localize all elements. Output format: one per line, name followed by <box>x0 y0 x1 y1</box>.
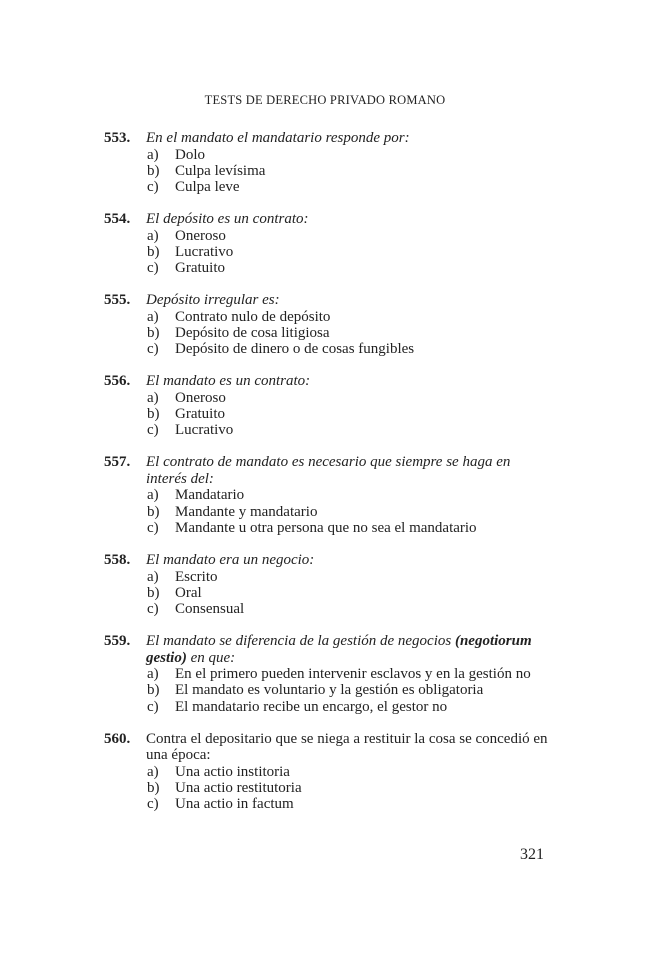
option-letter: a) <box>147 389 159 406</box>
option-letter: a) <box>147 666 159 683</box>
option <box>147 569 549 585</box>
option-text: Consensual <box>175 600 245 617</box>
option <box>147 780 549 796</box>
option-letter: b) <box>147 406 160 423</box>
option-list <box>147 764 549 813</box>
question-stem: El mandato era un negocio: <box>146 552 315 569</box>
option <box>147 406 549 422</box>
option <box>147 244 549 260</box>
stem-text-end: en que: <box>186 649 236 666</box>
question-stem: En el mandato el mandatario responde por: <box>146 130 410 146</box>
option-text: Una actio institoria <box>175 763 290 780</box>
option-letter: c) <box>147 178 159 195</box>
option-text: Mandante y mandatario <box>175 503 318 520</box>
option-letter: a) <box>147 487 159 504</box>
option-letter: c) <box>147 519 159 536</box>
option <box>147 796 549 812</box>
option-text: Una actio in factum <box>175 796 294 813</box>
stem-text: El mandato se diferencia de la gestión de negocios <box>146 633 455 650</box>
question-554 <box>104 211 549 276</box>
option-text: Oral <box>175 584 202 601</box>
option <box>147 682 549 698</box>
option <box>147 390 549 406</box>
option <box>147 422 549 438</box>
option-text: Dolo <box>175 146 205 163</box>
option <box>147 325 549 341</box>
option-letter: b) <box>147 682 160 699</box>
question-stem: El contrato de mandato es necesario que siempre se haga en interés del: <box>146 454 511 487</box>
option-list <box>147 569 549 618</box>
option <box>147 585 549 601</box>
option <box>147 228 549 244</box>
question-number: 560. <box>104 730 131 747</box>
option-letter: a) <box>147 763 159 780</box>
option-text: En el primero pueden intervenir esclavos y en la gestión no <box>175 666 531 683</box>
option-text: Mandante u otra persona que no sea el mandatario <box>175 519 477 536</box>
option-text: Escrito <box>175 568 218 585</box>
option-list <box>147 309 549 358</box>
option-letter: a) <box>147 227 159 244</box>
option <box>147 147 549 163</box>
question-stem: Depósito irregular es: <box>146 292 280 309</box>
option-text: Oneroso <box>175 227 226 244</box>
option-letter: c) <box>147 422 159 439</box>
option <box>147 309 549 325</box>
question-number: 554. <box>104 211 131 228</box>
question-556 <box>104 373 549 438</box>
question-number: 556. <box>104 373 131 390</box>
question-555 <box>104 292 549 357</box>
option-text: Gratuito <box>175 260 225 277</box>
option <box>147 504 549 520</box>
question-number: 555. <box>104 292 131 309</box>
option-letter: c) <box>147 341 159 358</box>
option-letter: c) <box>147 698 159 715</box>
option-text: Oneroso <box>175 389 226 406</box>
option-letter: a) <box>147 308 159 325</box>
question-557 <box>104 454 549 536</box>
option-text: El mandato es voluntario y la gestión es obligatoria <box>175 682 484 699</box>
option <box>147 487 549 503</box>
question-stem: El mandato es un contrato: <box>146 373 311 390</box>
option <box>147 260 549 276</box>
option-letter: c) <box>147 260 159 277</box>
option <box>147 601 549 617</box>
option-letter: b) <box>147 324 160 341</box>
option-text: Culpa leve <box>175 178 240 195</box>
option-text: Depósito de cosa litigiosa <box>175 324 330 341</box>
option-letter: b) <box>147 243 160 260</box>
option-text: Lucrativo <box>175 422 234 439</box>
option <box>147 163 549 179</box>
question-stem: El depósito es un contrato: <box>146 211 309 228</box>
page-number: 321 <box>520 846 544 863</box>
option-text: Lucrativo <box>175 243 234 260</box>
question-list <box>104 130 549 828</box>
question-number: 559. <box>104 633 131 650</box>
option-list <box>147 147 549 196</box>
option-text: Depósito de dinero o de cosas fungibles <box>175 341 415 358</box>
running-header: TESTS DE DERECHO PRIVADO ROMANO <box>204 93 446 107</box>
question-number: 553. <box>104 130 131 146</box>
question-558 <box>104 552 549 617</box>
question-553 <box>104 130 549 195</box>
option-list <box>147 487 549 536</box>
option-text: Contrato nulo de depósito <box>175 308 331 325</box>
question-number: 558. <box>104 552 131 569</box>
option-letter: b) <box>147 584 160 601</box>
question-number: 557. <box>104 454 131 471</box>
option <box>147 341 549 357</box>
question-559 <box>104 633 549 715</box>
option <box>147 699 549 715</box>
option <box>147 666 549 682</box>
question-stem <box>146 633 549 666</box>
option <box>147 764 549 780</box>
option-list <box>147 390 549 439</box>
option-text: El mandatario recibe un encargo, el gestor no <box>175 698 448 715</box>
option-letter: a) <box>147 568 159 585</box>
option <box>147 179 549 195</box>
option-text: Una actio restitutoria <box>175 779 302 796</box>
option-letter: c) <box>147 600 159 617</box>
option-list <box>147 666 549 715</box>
option-letter: b) <box>147 779 160 796</box>
option <box>147 520 549 536</box>
option-letter: c) <box>147 796 159 813</box>
option-list <box>147 228 549 277</box>
option-text: Mandatario <box>175 487 245 504</box>
option-letter: a) <box>147 146 159 163</box>
option-text: Culpa levísima <box>175 162 266 179</box>
question-560 <box>104 731 549 813</box>
option-letter: b) <box>147 162 160 179</box>
question-stem: Contra el depositario que se niega a restituir la cosa se concedió en una época: <box>146 730 548 764</box>
option-letter: b) <box>147 503 160 520</box>
option-text: Gratuito <box>175 406 225 423</box>
stem-bold-term: (negotiorum gestio) <box>146 633 532 666</box>
